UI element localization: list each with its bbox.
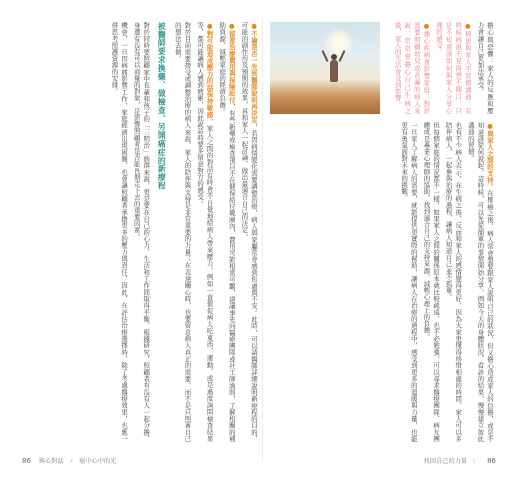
page-gutter [262,18,263,462]
footer-separator: • [69,458,74,465]
right-page-bottom-columns [270,122,494,442]
paragraph-body: ，有些新藥或檢查項目不在健保給付範圍內，費用可能相當可觀，建議事先向醫療團隊或社工師詢問，了解相關的補助資源，減輕家庭的經濟負擔。 [218,22,236,442]
paragraph [392,22,430,114]
lead-phrase: 留意治療費用與保險給付 [227,30,236,104]
paragraph-body: ，家人之間的對話有時會不自覺地給病人帶來壓力，例如一直催促病人吃東西、運動，或是過度詢問檢查結果等，都可能讓病人感到疲累，因此說話時要多留意對方的感受。 [196,22,214,442]
right-page-footer [424,456,496,465]
paragraph: 對於同時要照顧家中長輩和孩子的「三明治」族群來說，更是要在自己的心力、生活和工作間取得平衡。根據研究，照顧者有沒有人一起分擔、身邊有沒有可以商量的對象，是影響照顧者是否能長期走下去的重要因素。 [132,22,151,442]
footer-separator: | [473,458,476,465]
right-page-top-text [384,22,494,114]
left-page [26,22,258,442]
paragraph: 一旦家人了解病人的需要，就能提供更實際的幫助，讓病人在治療的過程中，感受到更多的溫暖與力量，也能更有勇氣面對未來的挑戰。 [400,122,418,442]
bullet-icon: ● [227,22,236,31]
left-page-text [26,22,258,442]
bullet-icon: ● [463,22,472,31]
page-number: 86 [22,457,31,465]
right-page [270,22,494,442]
paragraph-body: 。在罹癌之後，病人常會想要跟家人說明自己的狀況，但又擔心造成家人的負擔，或是不知道該從何說起。這時候，可以先從簡單的事情開始分享，例如今天的身體狀況、看診的結果，慢慢建立彼此溝通的習慣。 [466,122,494,442]
lead-phrase: 不論是否一先到醫師說明再決定 [250,30,258,124]
paragraph-body: 擔心疾病會影響家庭：對於需要照顧幼兒或長輩的病人來說，常常會擔心自己生病之後，家人的生活會受到影響。 [393,22,431,114]
bullet-icon: ● [422,22,431,31]
field-grass [270,80,380,114]
woman-raising-arms-in-field-photo [270,22,380,114]
paragraph [194,22,213,442]
paragraph: 也有不少病人表示，在生病之後，反而和家人的感情變得更好，因為大家更懂得珍惜相處的時間。家人可以多陪伴病人，一起參與治療的過程，讓病人知道自己並不孤單。 [444,122,463,442]
section-heading: 被醫師要求換藥、做檢查、另開癌症的新療程 [157,22,167,190]
paragraph [239,22,258,442]
paragraph [465,122,494,442]
paragraph: 但每個家庭的情況都不一樣，如果家人之間的關係原本就比較疏遠，也不必勉強，可以尋求醫療團隊、病友團體或是專業心理師的協助，找到適合自己的支持來源，減輕心理上的負擔。 [422,122,441,442]
lead-phrase: 對可能造成壓力的話保持敏感 [205,30,214,119]
paragraph: 擔心與恐懼：家人的反應和壓力會讓自己更加法承受。 [476,22,494,114]
bullet-icon: ● [486,122,494,131]
paragraph-body: ，若因病情變化需要調整治療，病人與家屬常會感到焦慮與不安。此時，可以請醫師詳細說明新療程的目的、可能的副作用及預期的效果，再和家人一起討論，做出最適合自己的決定。 [240,22,258,442]
paragraph [433,22,471,114]
lead-phrase: 與家人之間的支持 [486,130,494,184]
paragraph: 對於目前需要接受或調整治療的病人來說，家人的陪伴與支持是非常重要的力量；在表達關心時，也要留意病人真正的需要，而不是只照著自己的想法去做。 [173,22,192,442]
series-name: 與心對話 [38,458,64,465]
book-title: 癌中心中的光 [79,458,117,465]
paragraph-body: 病患與家人不習慣溝通：有時候病患不見得想不開口，只是不知道該如何與家人分享心裡的感受。 [435,22,472,114]
bullet-icon: ● [205,22,214,31]
bullet-icon: ● [250,22,258,31]
paragraph [217,22,236,442]
right-page-bottom-text [270,122,494,442]
person-figure [328,50,340,90]
right-page-top-columns [384,22,494,114]
left-page-footer [22,456,116,465]
page-number: 86 [487,457,496,465]
paragraph: 機會，一旦因病痛影響工作，家庭經濟出現困難，也會讓照顧者承擔更多的壓力與責任，因此，在評估治療選擇時，除了考慮醫療效果，也應一併思考照護資源的安排。 [110,22,129,442]
running-head: 找回自己的力量 [423,458,468,465]
